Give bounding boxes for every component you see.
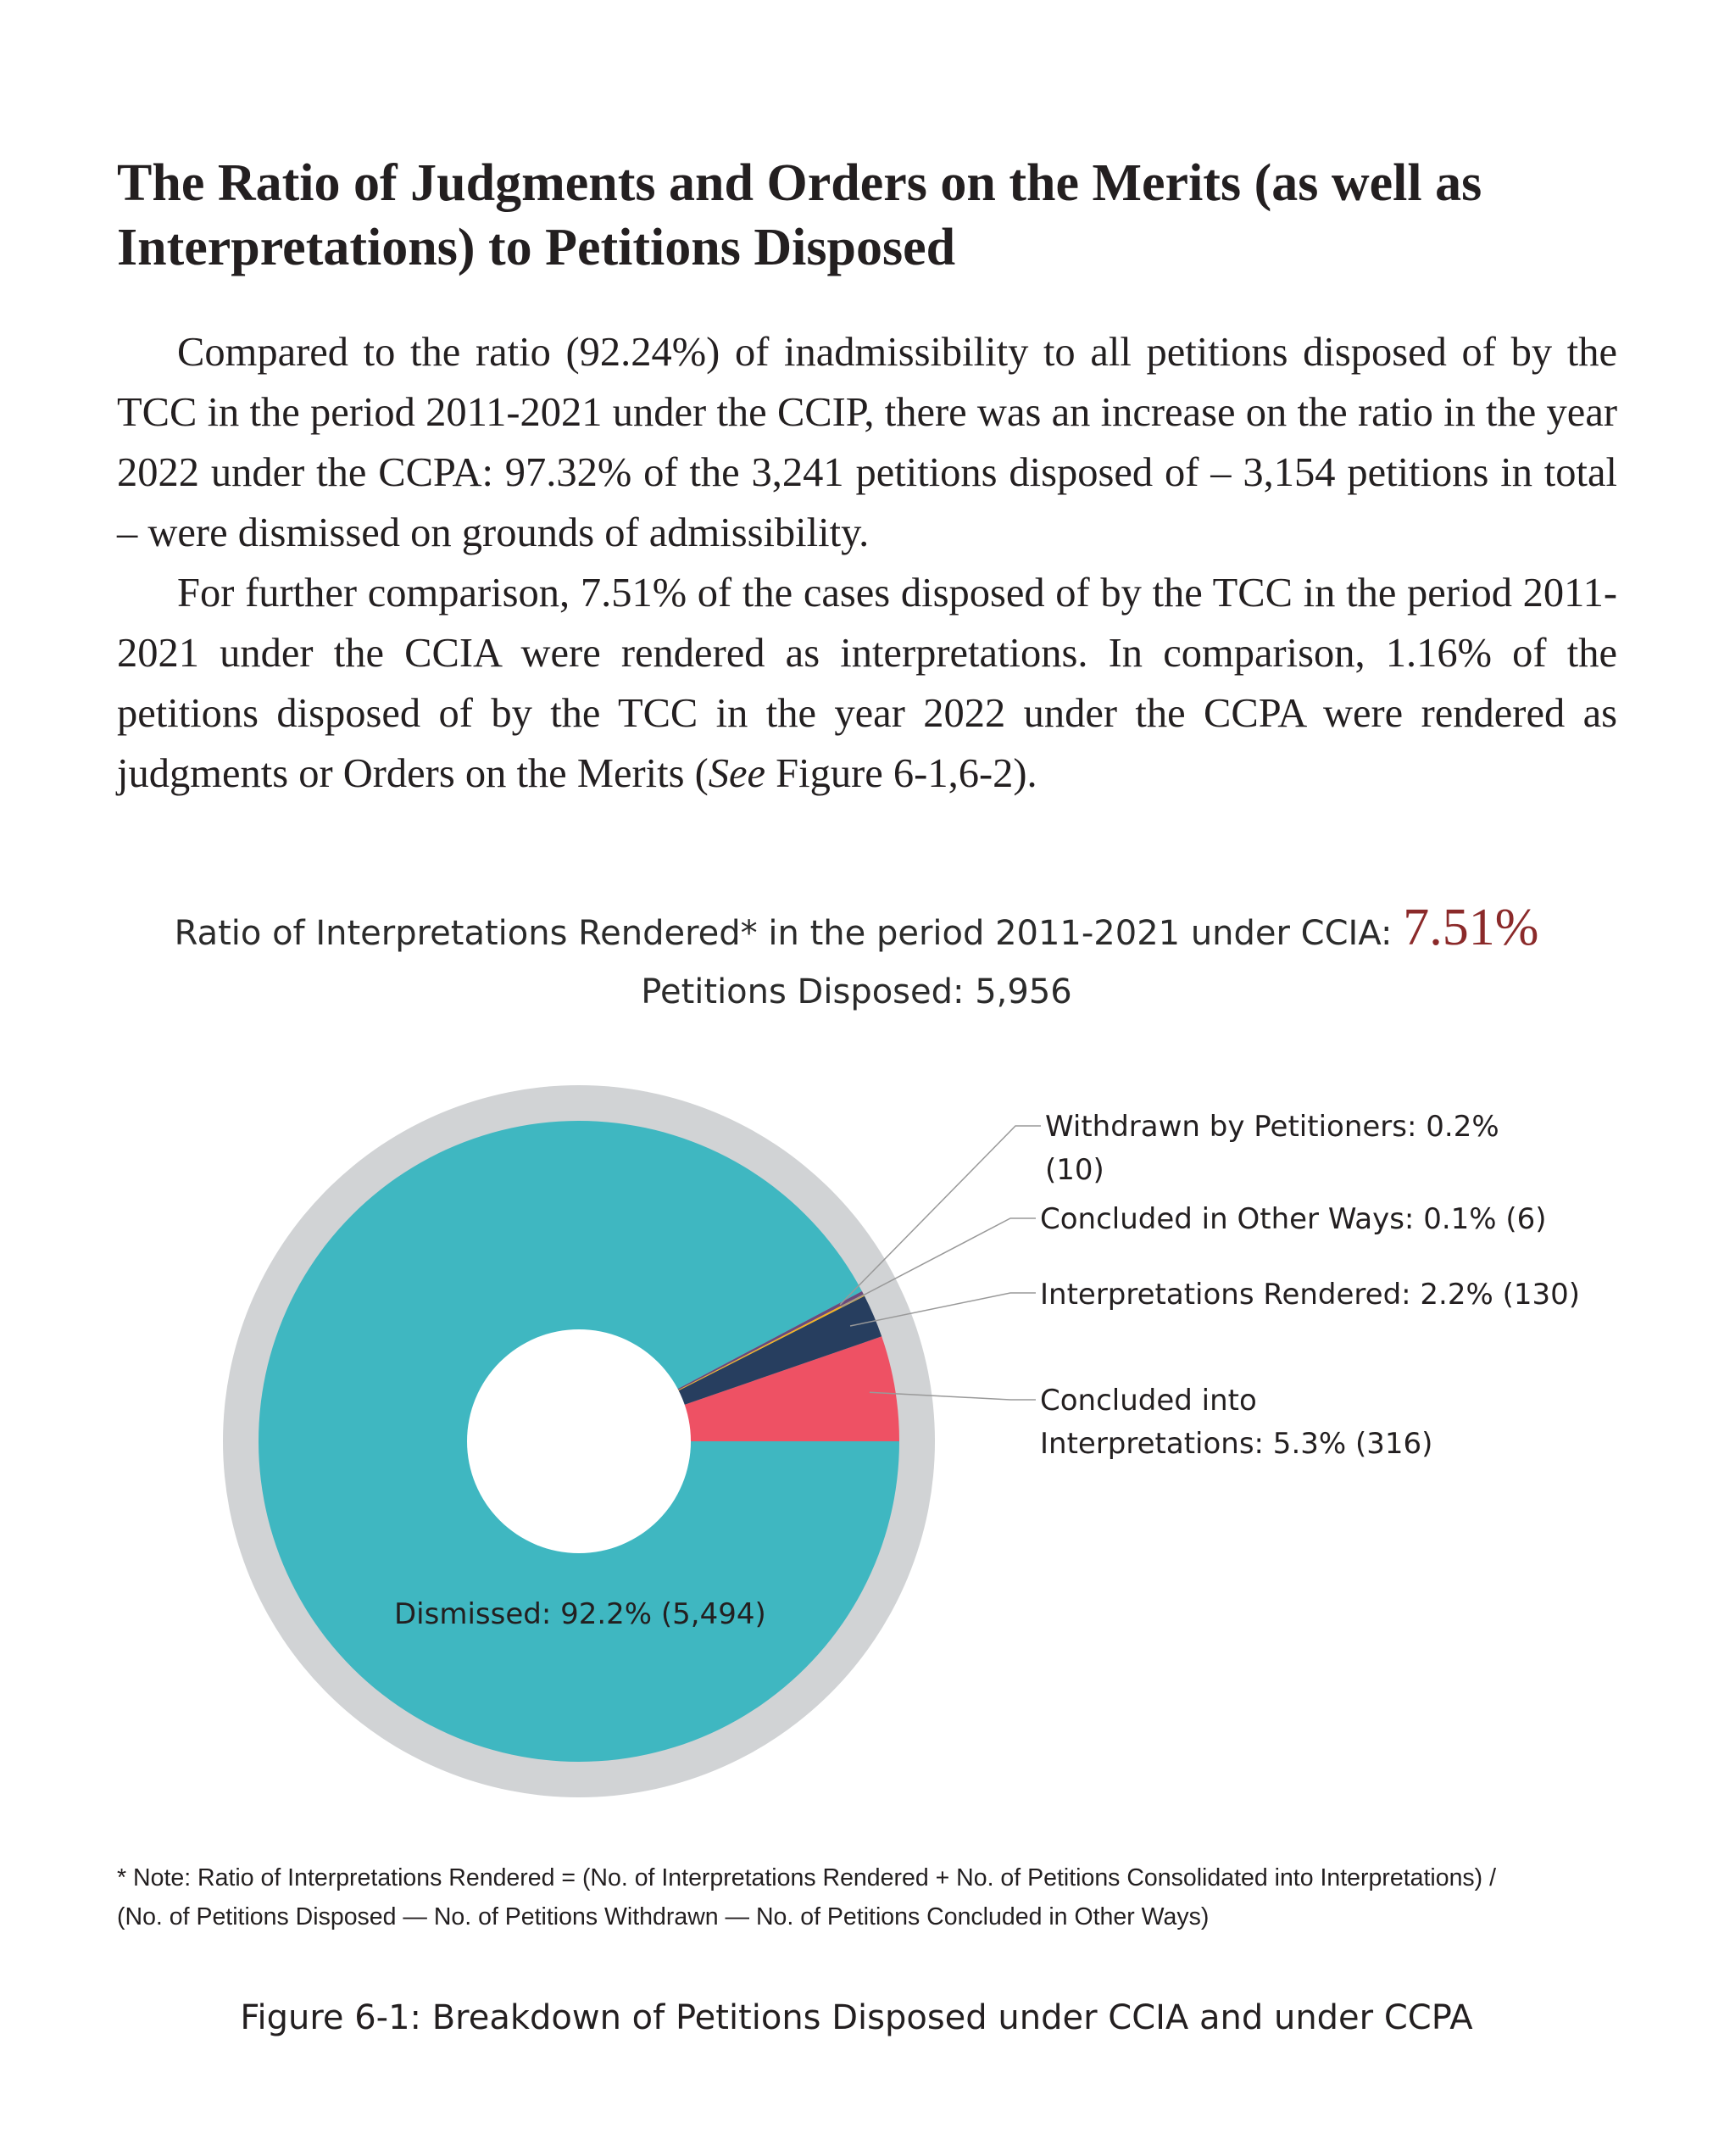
slice-label: Dismissed: 92.2% (5,494)	[394, 1597, 766, 1631]
chart-subtitle: Petitions Disposed: 5,956	[641, 972, 1072, 1011]
section-heading: The Ratio of Judgments and Orders on the Merits (as well as Interpretations) to Petitions Disposed	[117, 154, 1482, 276]
figure-caption: Figure 6-1: Breakdown of Petitions Disposed under CCIA and under CCPA	[240, 1998, 1473, 2037]
paragraph-2-end: Figure 6-1,6-2).	[765, 751, 1037, 796]
slice-label: Withdrawn by Petitioners: 0.2% (10)	[1045, 1110, 1499, 1187]
slice-label: Interpretations Rendered: 2.2% (130)	[1040, 1278, 1581, 1312]
chart-title-ratio: 7.51%	[1403, 899, 1539, 956]
slice-label: Concluded in Other Ways: 0.1% (6)	[1040, 1202, 1547, 1236]
paragraph-2-text: For further comparison, 7.51% of the cases disposed of by the TCC in the period 2011-2021 under the CCIA were rendered as interpretations. In comparison, 1.16% of the petitions disposed of by the TCC in the year 2022 under the CCPA were rendered as judgments or Orders on the Merits (	[117, 571, 1617, 796]
paragraph-inadmissibility: Compared to the ratio (92.24%) of inadmissibility to all petitions disposed of by the TCC in the period 2011-2021 under the CCIP, there was an increase on the ratio in the year 2022 under the CCPA: 97.32% of the 3,241 petitions disposed of – 3,154 petitions in total – were dismissed on grounds of admissibility.	[117, 330, 1617, 555]
slice-label: Concluded into Interpretations: 5.3% (316)	[1040, 1384, 1433, 1461]
paragraph-2-see: See	[708, 751, 766, 796]
chart-note-line-1: * Note: Ratio of Interpretations Rendered = (No. of Interpretations Rendered + No. of Petitions Consolidated into Interpretations) /	[117, 1864, 1497, 1891]
chart-center-hole	[467, 1329, 691, 1553]
chart-note-line-2: (No. of Petitions Disposed — No. of Petitions Withdrawn — No. of Petitions Concluded in Other Ways)	[117, 1903, 1210, 1930]
chart-title-text: Ratio of Interpretations Rendered* in the period 2011-2021 under CCIA:	[174, 914, 1404, 953]
